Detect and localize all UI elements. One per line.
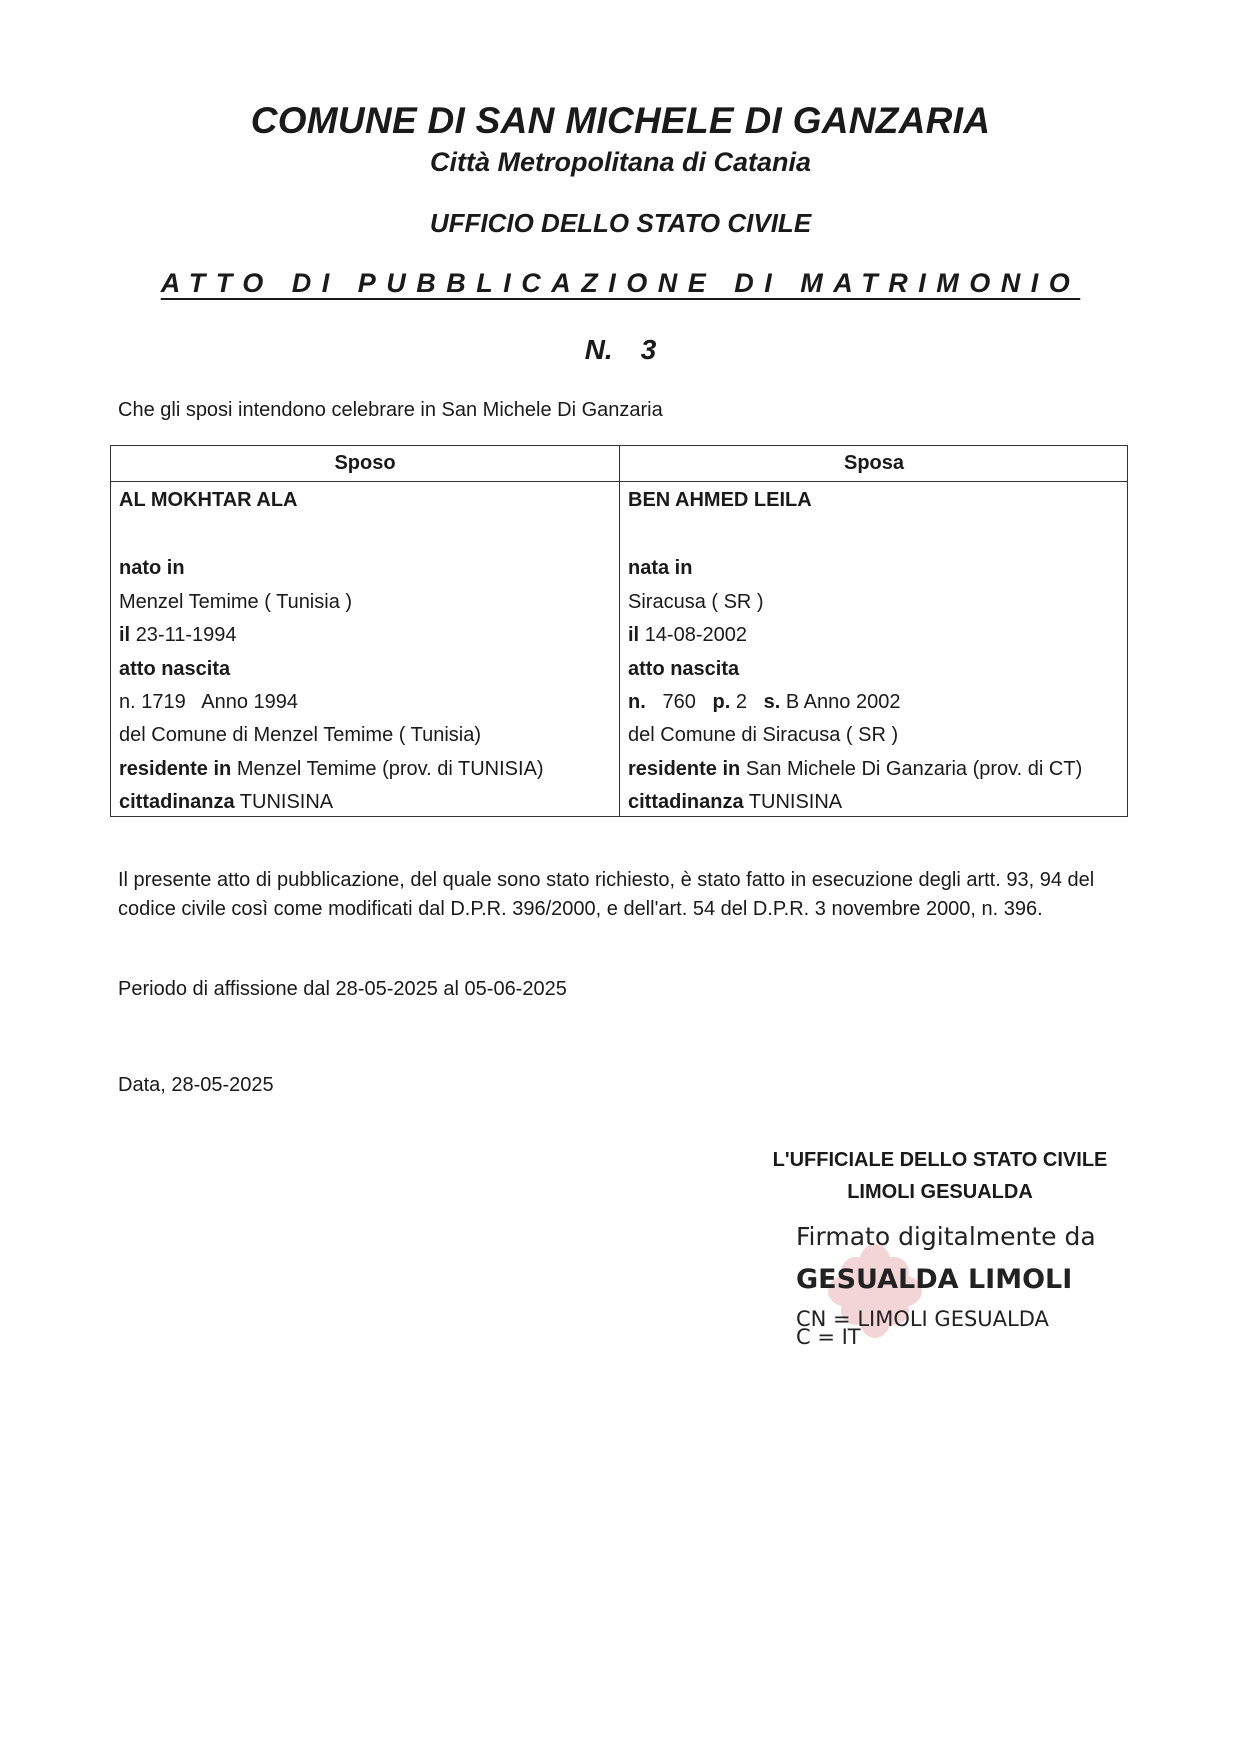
sposo-column	[111, 446, 619, 816]
sposo-name: AL MOKHTAR ALA	[119, 489, 298, 511]
sposa-citizenship-value: TUNISINA	[748, 791, 843, 813]
act-number-value: 3	[640, 334, 657, 365]
sposa-date-value: 14-08-2002	[644, 624, 747, 646]
sposo-citizenship	[119, 791, 333, 814]
posting-period: Periodo di affissione dal 28-05-2025 al 05-06-2025	[118, 978, 567, 1000]
sposo-residence-value: Menzel Temime (prov. di TUNISIA)	[236, 758, 544, 780]
act-number	[0, 334, 1241, 366]
act-number-label: N.	[584, 334, 613, 365]
sposa-date-label: il	[628, 624, 640, 646]
ufficio-heading: UFFICIO DELLO STATO CIVILE	[429, 208, 812, 238]
sposo-residence	[119, 758, 544, 781]
sposo-date-value: 23-11-1994	[135, 624, 237, 646]
sposa-n-value: 760	[662, 691, 696, 713]
sposa-citizenship-label: cittadinanza	[628, 791, 744, 813]
sposo-date-label: il	[119, 624, 131, 646]
document-title	[0, 268, 1241, 299]
digital-stamp-country: C = IT	[796, 1325, 861, 1349]
sposa-p-label: p.	[712, 691, 731, 713]
intro-text: Che gli sposi intendono celebrare in San Michele Di Ganzaria	[118, 399, 663, 421]
signatory-name: LIMOLI GESUALDA	[847, 1181, 1033, 1203]
sposo-birth-date	[119, 624, 237, 647]
sposo-atto-number: n. 1719 Anno 1994	[119, 691, 299, 713]
comune-heading: COMUNE DI SAN MICHELE DI GANZARIA	[250, 100, 991, 141]
sposo-born-place: Menzel Temime ( Tunisia )	[119, 591, 353, 613]
sposo-residence-label: residente in	[119, 758, 232, 780]
legal-paragraph: Il presente atto di pubblicazione, del quale sono stato richiesto, è stato fatto in esecuzione degli artt. 93, 94 del codice civile così come modificati dal D.P.R. 396/2000, e dell'art. 54 del D.P.R. 3 novembre 2000, n. 396.	[118, 869, 1095, 920]
sposa-born-place: Siracusa ( SR )	[628, 591, 764, 613]
sposa-s-value: B Anno 2002	[785, 691, 901, 713]
sposa-s-label: s.	[763, 691, 781, 713]
sposa-name: BEN AHMED LEILA	[628, 489, 812, 511]
sposa-citizenship	[628, 791, 842, 814]
sposa-header: Sposa	[843, 452, 905, 474]
digital-stamp-cert	[796, 1307, 1049, 1349]
sposa-atto-label: atto nascita	[628, 658, 740, 680]
spouses-table	[110, 445, 1128, 817]
sposa-residence	[628, 758, 1082, 781]
sposa-residence-value: San Michele Di Ganzaria (prov. di CT)	[745, 758, 1083, 780]
sposa-residence-label: residente in	[628, 758, 741, 780]
digital-stamp-cn: CN = LIMOLI GESUALDA	[796, 1307, 1049, 1331]
sposo-citizenship-value: TUNISINA	[239, 791, 334, 813]
document-date: Data, 28-05-2025	[118, 1074, 274, 1096]
signatory-title: L'UFFICIALE DELLO STATO CIVILE	[772, 1149, 1108, 1171]
sposa-n-label: n.	[628, 691, 646, 713]
sposo-header: Sposo	[334, 452, 396, 474]
sposo-atto-comune: del Comune di Menzel Temime ( Tunisia)	[119, 724, 482, 746]
sposa-atto-comune: del Comune di Siracusa ( SR )	[628, 724, 899, 746]
sposa-born-label: nata in	[628, 557, 693, 579]
digital-stamp-line1: Firmato digitalmente da	[796, 1222, 1096, 1251]
sposa-p-value: 2	[735, 691, 747, 713]
sposo-born-label: nato in	[119, 557, 185, 579]
sposo-atto-label: atto nascita	[119, 658, 231, 680]
sposo-citizenship-label: cittadinanza	[119, 791, 235, 813]
sposa-atto-number	[628, 691, 900, 714]
sposa-column	[620, 446, 1128, 816]
document-title-text: ATTO DI PUBBLICAZIONE DI MATRIMONIO	[160, 268, 1081, 298]
digital-stamp-signer: GESUALDA LIMOLI	[796, 1264, 1073, 1295]
citta-subheading: Città Metropolitana di Catania	[429, 147, 812, 177]
sposa-birth-date	[628, 624, 747, 647]
